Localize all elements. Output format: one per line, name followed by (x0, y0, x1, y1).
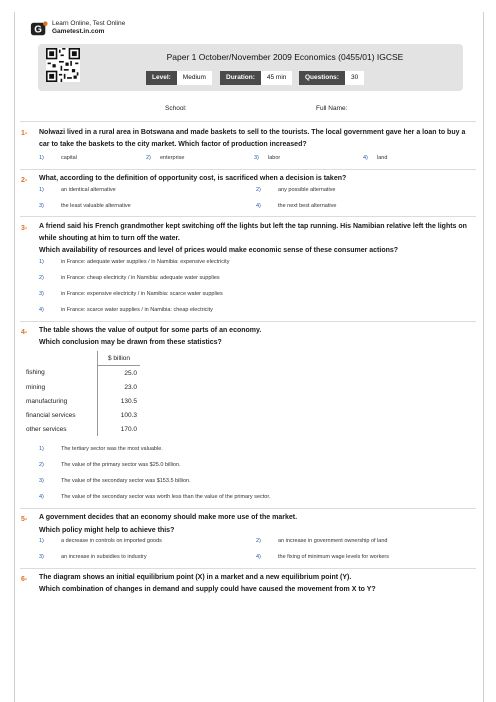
brand-tagline: Learn Online, Test Online (52, 20, 126, 27)
option-text: any possible alternative (278, 187, 336, 193)
option-text: an identical alternative (61, 187, 116, 193)
brand (30, 20, 125, 38)
svg-text:G: G (34, 24, 42, 36)
duration-badge (220, 71, 292, 85)
question-number: 5- (21, 516, 28, 523)
question-number: 3- (21, 225, 28, 232)
option[interactable] (146, 155, 184, 161)
table-header-row (23, 351, 140, 366)
option-text: in France: expensive electricity / in Namibia: scarce water supplies (61, 291, 223, 297)
option-number: 4) (39, 494, 44, 500)
question-stem: The table shows the value of output for some parts of an economy. (39, 327, 262, 334)
option[interactable] (39, 187, 116, 193)
option-number: 1) (39, 187, 44, 193)
option[interactable] (39, 554, 147, 560)
option-text: in France: scarce water supplies / in Namibia: cheap electricity (61, 307, 213, 313)
table-cell-label: manufacturing (23, 394, 98, 408)
table-row (23, 380, 140, 394)
divider (20, 169, 476, 170)
option-number: 2) (256, 538, 261, 544)
option-number: 2) (39, 462, 44, 468)
option-text: capital (61, 155, 77, 161)
option-number: 4) (256, 554, 261, 560)
table-cell-value: 25.0 (124, 369, 137, 377)
option[interactable] (254, 155, 280, 161)
option[interactable] (39, 155, 77, 161)
option-number: 1) (39, 155, 44, 161)
divider (20, 508, 476, 509)
option[interactable] (39, 203, 131, 209)
question-number: 2- (21, 177, 28, 184)
option[interactable] (256, 187, 335, 193)
option-text: a decrease in controls on imported goods (61, 538, 162, 544)
option[interactable] (256, 203, 336, 209)
question-number: 6- (21, 576, 28, 583)
option[interactable] (39, 291, 223, 297)
option-number: 3) (39, 291, 44, 297)
option-text: The tertiary sector was the most valuable. (61, 446, 163, 452)
option[interactable] (39, 275, 220, 281)
duration-value: 45 min (261, 71, 293, 85)
questions-value: 30 (345, 71, 364, 85)
option[interactable] (39, 307, 213, 313)
question-stem: What, according to the definition of opportunity cost, is sacrificed when a decision is taken? (39, 175, 347, 182)
option[interactable] (363, 155, 387, 161)
table-cell-label: fishing (23, 366, 98, 381)
option-text: the fixing of minimum wage levels for workers (278, 554, 389, 560)
option-number: 4) (363, 155, 368, 161)
option-text: enterprise (160, 155, 185, 161)
question-prompt: Which conclusion may be drawn from these statistics? (39, 339, 222, 346)
option-number: 1) (39, 259, 44, 265)
option[interactable] (39, 538, 162, 544)
table-row (23, 394, 140, 408)
level-label: Level: (146, 71, 177, 85)
output-table (23, 351, 140, 436)
option-text: The value of the secondary sector was worth less than the value of the primary sector. (61, 494, 271, 500)
table-row (23, 366, 140, 381)
divider (20, 121, 476, 122)
option-number: 2) (256, 187, 261, 193)
table-header-blank (23, 351, 98, 366)
option-number: 3) (39, 203, 44, 209)
option-number: 2) (39, 275, 44, 281)
option[interactable] (39, 462, 181, 468)
option-text: the least valuable alternative (61, 203, 131, 209)
option-number: 3) (254, 155, 259, 161)
option[interactable] (256, 538, 387, 544)
question-stem: A government decides that an economy should make more use of the market. (39, 514, 298, 521)
question-prompt: Which policy might help to achieve this? (39, 527, 175, 534)
option[interactable] (39, 259, 229, 265)
table-cell-value: 100.3 (120, 411, 137, 419)
table-cell-value: 170.0 (120, 425, 137, 433)
table-row (23, 408, 140, 422)
option-text: in France: cheap electricity / in Namibia: adequate water supplies (61, 275, 220, 281)
divider (20, 568, 476, 569)
school-label: School: (165, 105, 187, 112)
option[interactable] (39, 478, 191, 484)
option-text: in France: adequate water supplies / in Namibia: expensive electricity (61, 259, 230, 265)
table-cell-label: financial services (23, 408, 98, 422)
option-text: land (377, 155, 388, 161)
option-text: an increase in government ownership of land (278, 538, 388, 544)
table-row (23, 422, 140, 436)
option-text: The value of the secondary sector was $153.5 billion. (61, 478, 191, 484)
option[interactable] (39, 446, 163, 452)
option[interactable] (39, 494, 270, 500)
gametest-logo-icon (30, 20, 48, 38)
divider (20, 216, 476, 217)
option-text: the next best alternative (278, 203, 337, 209)
table-cell-label: mining (23, 380, 98, 394)
option-number: 4) (39, 307, 44, 313)
option-number: 1) (39, 538, 44, 544)
duration-label: Duration: (220, 71, 261, 85)
option-text: The value of the primary sector was $25.0 billion. (61, 462, 181, 468)
question-stem: A friend said his French grandmother kept switching off the lights but left the tap running. His Namibian relative left the lights on while shouting at him to turn off the water. (39, 223, 467, 242)
question-prompt: Which combination of changes in demand and supply could have caused the movement from X to Y? (39, 586, 376, 593)
option[interactable] (256, 554, 389, 560)
option-number: 3) (39, 554, 44, 560)
option-number: 2) (146, 155, 151, 161)
qr-code-icon[interactable] (46, 48, 80, 82)
question-number: 1- (21, 130, 28, 137)
table-cell-value: 23.0 (124, 383, 137, 391)
option-number: 1) (39, 446, 44, 452)
question-stem: Nolwazi lived in a rural area in Botswana and made baskets to sell to the tourists. The local government gave her a loan to buy a car to take the baskets to the city market. Which factor of production increased? (39, 129, 466, 148)
table-cell-value: 130.5 (120, 397, 137, 405)
question-prompt: Which availability of resources and level of prices would make economic sense of these consumer actions? (39, 247, 399, 254)
question-stem: The diagram shows an initial equilibrium point (X) in a market and a new equilibrium point (Y). (39, 574, 352, 581)
fullname-label: Full Name: (316, 105, 348, 112)
level-value: Medium (177, 71, 212, 85)
paper-title: Paper 1 October/November 2009 Economics (0455/01) IGCSE (166, 52, 404, 62)
level-badge (146, 71, 212, 85)
option-text: labor (268, 155, 281, 161)
option-text: an increase in subsidies to industry (61, 554, 147, 560)
table-header-cell: $ billion (98, 351, 141, 366)
option-number: 3) (39, 478, 44, 484)
table-cell-label: other services (23, 422, 98, 436)
brand-url[interactable]: Gametest.in.com (52, 28, 105, 35)
questions-label: Questions: (299, 71, 345, 85)
question-number: 4- (21, 329, 28, 336)
divider (20, 321, 476, 322)
questions-badge (299, 71, 364, 85)
option-number: 4) (256, 203, 261, 209)
